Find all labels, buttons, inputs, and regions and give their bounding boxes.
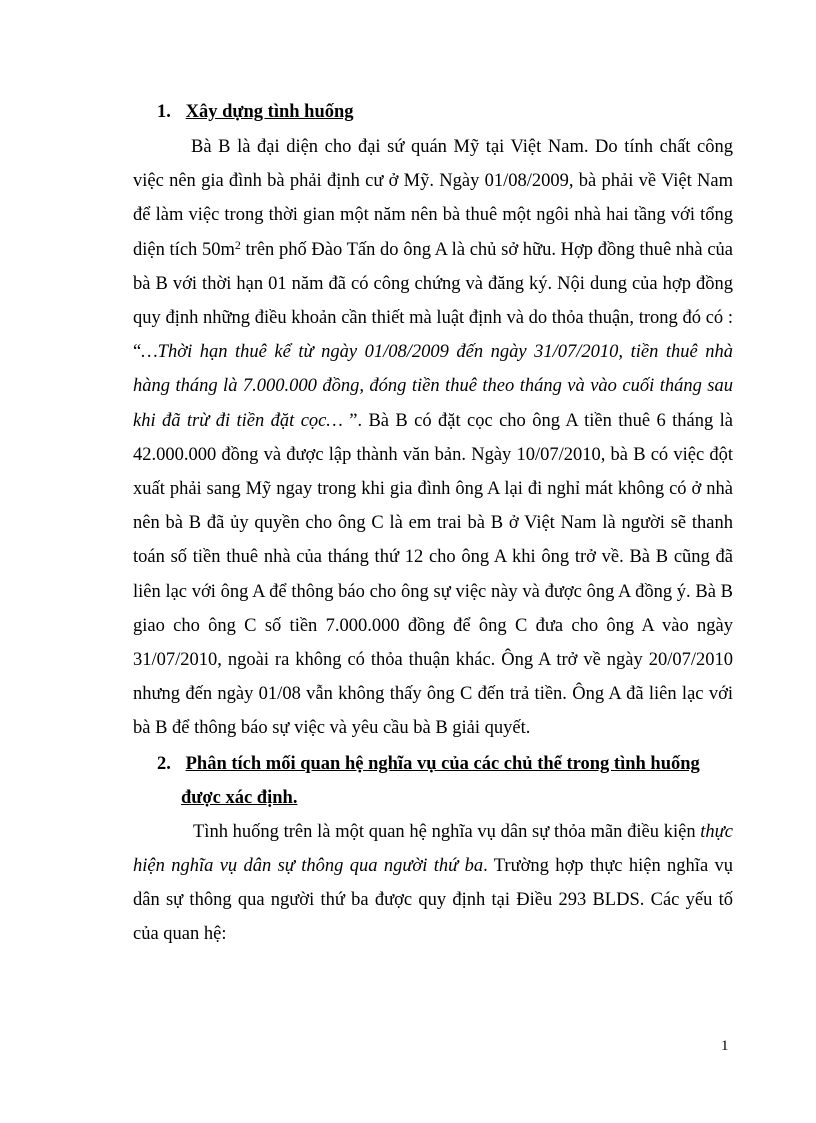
paragraph-situation-text-b: trên phố Đào Tấn do ông A là chủ sở hữu. Hợp đồng thuê nhà của bà B với thời hạn 01 năm đã có công chứng và đăng ký. Nội dung của hợp đồng quy định những điều khoản cần thiết mà luật định và do thỏa thuận, trong đó có : “ [133, 239, 733, 363]
paragraph-analysis [133, 815, 733, 951]
paragraph-situation-text-a: Bà B là đại diện cho đại sứ quán Mỹ tại Việt Nam. Do tính chất công việc nên gia đình bà phải định cư ở Mỹ. Ngày 01/08/2009, bà phải về Việt Nam để làm việc trong thời gian một năm nên bà thuê một ngôi nhà hai tầng với tổng diện tích 50m [133, 137, 733, 260]
section-heading-2 [157, 754, 733, 775]
section-heading-2-cont [181, 788, 297, 809]
paragraph-situation-text-c: ”. Bà B có đặt cọc cho ông A tiền thuê 6 tháng là 42.000.000 đồng và được lập thành văn bản. Ngày 10/07/2010, bà B có việc đột xuất phải sang Mỹ ngay trong khi gia đình ông A lại đi nghỉ mát không có ở nhà nên bà B đã ủy quyền cho ông C là em trai bà B ở Việt Nam là người sẽ thanh toán số tiền thuê nhà của tháng thứ 12 cho ông A khi ông trở về. Bà B cũng đã liên lạc với ông A để thông báo cho ông sự việc này và được ông A đồng ý. Bà B giao cho ông C số tiền 7.000.000 đồng để ông C đưa cho ông A vào ngày 31/07/2010, ngoài ra không có thỏa thuận khác. Ông A trở về ngày 20/07/2010 nhưng đến ngày 01/08 vẫn không thấy ông C đến trả tiền. Ông A đã liên lạc với bà B để thông báo sự việc và yêu cầu bà B giải quyết. [133, 410, 733, 739]
section-number-1: 1. [157, 102, 171, 122]
section-number-2: 2. [157, 754, 171, 774]
page-number: 1 [721, 1038, 729, 1054]
contract-quote: …Thời hạn thuê kể từ ngày 01/08/2009 đến ngày 31/07/2010, tiền thuê nhà hàng tháng là 7.000.000 đồng, đóng tiền thuê theo tháng và vào cuối tháng sau khi đã trừ đi tiền đặt cọc… [133, 342, 733, 431]
paragraph-analysis-text-b: . Trường hợp thực hiện nghĩa vụ dân sự thông qua người thứ ba được quy định tại Điều 293 BLDS. Các yếu tố của quan hệ: [133, 856, 733, 944]
paragraph-analysis-text-a: Tình huống trên là một quan hệ nghĩa vụ dân sự thỏa mãn điều kiện [193, 822, 701, 842]
section-title-2-line-1: Phân tích mối quan hệ nghĩa vụ của các chủ thể trong tình huống [185, 754, 700, 774]
section-title-1: Xây dựng tình huống [185, 102, 354, 122]
paragraph-situation [133, 130, 733, 746]
paragraph-analysis-italic: thực hiện nghĩa vụ dân sự thông qua người thứ ba [133, 822, 733, 876]
section-title-2-line-2: được xác định. [181, 788, 298, 808]
superscript-2: 2 [234, 237, 241, 252]
section-heading-1 [157, 102, 354, 123]
